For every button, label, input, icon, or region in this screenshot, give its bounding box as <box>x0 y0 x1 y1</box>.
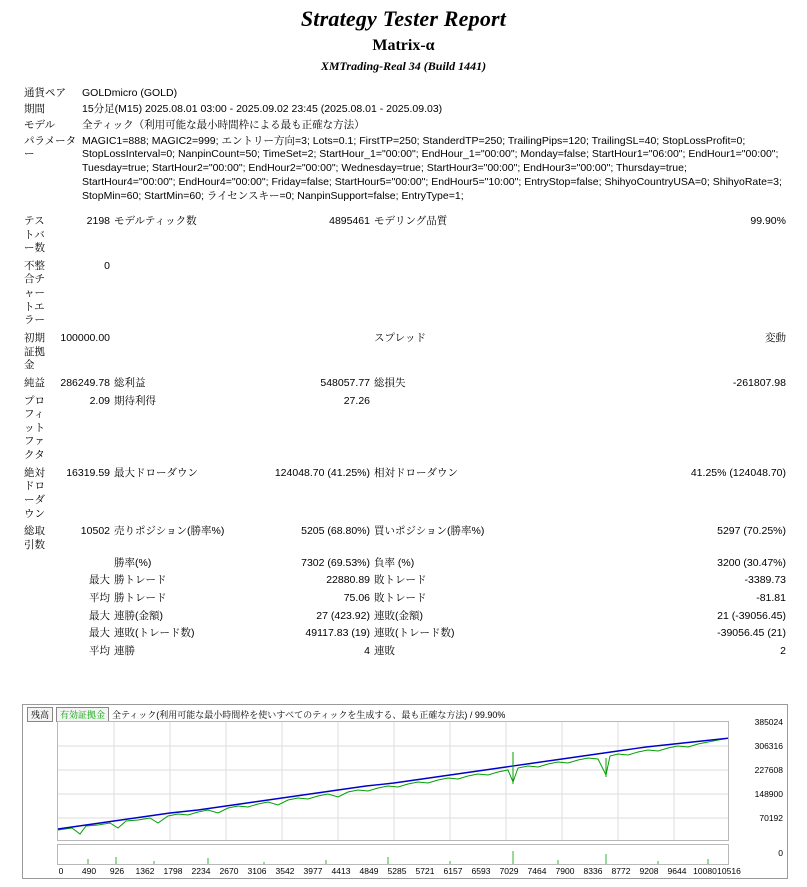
stats-row-testbars <box>22 213 788 258</box>
gross-loss-label: 総損失 <box>374 376 406 389</box>
info-row-period <box>22 102 788 118</box>
net-profit-value: 286249.78 <box>60 376 110 389</box>
empty-cell <box>22 590 52 608</box>
model-ticks-value: 4895461 <box>329 214 370 227</box>
x-tick: 3977 <box>303 866 323 876</box>
info-row-parameters <box>22 134 788 205</box>
max-consecutive-loss-value: -39056.45 (21) <box>717 627 786 640</box>
chart-plot-area <box>57 721 729 841</box>
stats-row-winrate <box>22 555 788 573</box>
modeling-quality-label: モデリング品質 <box>374 214 448 227</box>
x-tick: 7464 <box>527 866 547 876</box>
x-tick: 7029 <box>499 866 519 876</box>
stats-row-average <box>22 590 788 608</box>
long-positions-value: 5297 (70.25%) <box>717 525 786 538</box>
equity-chart <box>22 704 788 879</box>
short-positions-label: 売りポジション(勝率%) <box>114 525 225 538</box>
model-label: モデル <box>24 118 55 131</box>
model-value: 全ティック（利用可能な最小時間枠による最も正確な方法） <box>82 118 365 131</box>
average-loss-trade-value: -81.81 <box>756 591 786 604</box>
short-positions-value: 5205 (68.80%) <box>301 525 370 538</box>
max-consecutive-profit-label: 連敗(トレード数) <box>114 627 195 640</box>
empty-cell <box>112 330 252 375</box>
report-stats-table <box>22 213 788 661</box>
parameters-line: StopLossInterval=0; NanpinCount=50; TimeSet=2; StartHour_1="00:00"; EndHour_1="00:00"; Monday=false; StartHour1="06:00"; EndHour1="00:00"; <box>82 148 779 161</box>
chart-x-axis <box>57 866 741 879</box>
symbol-value: GOLDmicro (GOLD) <box>82 87 178 99</box>
parameters-line: StopMin=60; StartMin=60; ライセンスキー=0; NanpinSupport=false; EntryType=1; <box>82 190 464 203</box>
period-label: 期間 <box>24 102 45 115</box>
x-tick: 3106 <box>247 866 267 876</box>
x-tick: 6157 <box>443 866 463 876</box>
average-consecutive-wins-label: 連勝 <box>114 644 135 657</box>
average-consecutive-losses-value: 2 <box>780 644 786 657</box>
report-header <box>0 0 807 74</box>
average-label-2: 平均 <box>89 644 110 657</box>
max-label-2: 最大 <box>89 627 110 640</box>
relative-drawdown-value: 41.25% (124048.70) <box>690 466 786 479</box>
y-tick: 70192 <box>759 813 783 823</box>
stats-row-deposit <box>22 330 788 375</box>
legend-note: 全ティック(利用可能な最小時間枠を使いすべてのティックを生成する、最も正確な方法) / 99.90% <box>112 710 506 720</box>
empty-cell <box>252 258 372 330</box>
max-label: 最大 <box>89 609 110 622</box>
profit-trades-value: 7302 (69.53%) <box>301 556 370 569</box>
max-consecutive-losses-label: 連敗(金額) <box>374 609 423 622</box>
symbol-label: 通貨ペア <box>24 87 66 99</box>
expected-payoff-label: 期待利得 <box>114 394 156 407</box>
x-tick: 0 <box>58 866 64 876</box>
loss-trades-value: 3200 (30.47%) <box>717 556 786 569</box>
largest-loss-trade-value: -3389.73 <box>744 574 786 587</box>
stats-row-total-trades <box>22 523 788 554</box>
parameters-value <box>80 134 788 205</box>
chart-y-axis <box>727 717 785 841</box>
x-tick: 926 <box>109 866 125 876</box>
absolute-drawdown-label: 絶対ドローダウン <box>24 466 45 520</box>
long-positions-label: 買いポジション(勝率%) <box>374 525 485 538</box>
test-bars-value: 2198 <box>86 214 110 227</box>
profit-factor-value: 2.09 <box>89 394 110 407</box>
max-consecutive-wins-value: 27 (423.92) <box>316 609 370 622</box>
subchart-y-tick: 0 <box>778 848 783 858</box>
initial-deposit-value: 100000.00 <box>60 332 110 344</box>
y-tick: 148900 <box>754 789 783 799</box>
info-row-symbol <box>22 86 788 102</box>
net-profit-label: 純益 <box>24 376 45 389</box>
chart-legend <box>23 705 787 720</box>
parameters-line: Tuesday=true; StartHour2="00:00"; EndHour2="00:00"; Wednesday=true; StartHour3="00:00"; EndHour3="00:00"; Thursday=true; <box>82 162 687 175</box>
gross-profit-value: 548057.77 <box>320 376 370 389</box>
max-consecutive-profit-value: 49117.83 (19) <box>305 627 370 640</box>
empty-cell <box>542 258 788 330</box>
report-info-table <box>22 86 788 205</box>
average-profit-trade-value: 75.06 <box>343 591 370 604</box>
y-tick: 227608 <box>754 765 783 775</box>
max-consecutive-wins-label: 連勝(金額) <box>114 609 163 622</box>
legend-equity[interactable]: 有効証拠金 <box>56 707 109 722</box>
test-bars-label: テストバー数 <box>24 214 45 255</box>
parameters-line: StartHour4="00:00"; EndHour4="00:00"; Friday=false; StartHour5="00:00"; EndHour5="10:00"; EntryStop=false; ShihyoCountryUSA=0; ShihyoRate=3; <box>82 176 782 189</box>
x-tick: 3542 <box>275 866 295 876</box>
stats-row-profitfactor <box>22 393 788 465</box>
total-trades-label: 総取引数 <box>24 525 45 551</box>
y-tick: 306316 <box>754 741 783 751</box>
legend-balance[interactable]: 残高 <box>27 707 53 722</box>
info-row-model <box>22 118 788 134</box>
average-loss-trade-label: 敗トレード <box>374 591 427 604</box>
x-tick: 10516 <box>717 866 741 876</box>
empty-cell <box>22 572 52 590</box>
x-tick: 6593 <box>471 866 491 876</box>
stats-row-consecutive-amount <box>22 608 788 626</box>
largest-profit-trade-value: 22880.89 <box>326 574 370 587</box>
empty-cell <box>22 625 52 643</box>
x-tick: 5721 <box>415 866 435 876</box>
x-tick: 8336 <box>583 866 603 876</box>
average-profit-trade-label: 勝トレード <box>114 591 167 604</box>
chart-svg <box>58 722 729 841</box>
stats-row-mismatch <box>22 258 788 330</box>
profit-trades-label: 勝率(%) <box>114 556 152 569</box>
x-tick: 2234 <box>191 866 211 876</box>
largest-profit-trade-label: 勝トレード <box>114 574 167 587</box>
modeling-quality-value: 99.90% <box>750 214 786 227</box>
mismatched-errors-label: 不整合チャートエラー <box>24 259 45 327</box>
x-tick: 7900 <box>555 866 575 876</box>
relative-drawdown-label: 相対ドローダウン <box>374 466 458 479</box>
empty-cell <box>372 258 542 330</box>
x-tick: 9644 <box>667 866 687 876</box>
average-consecutive-wins-value: 4 <box>364 644 370 657</box>
parameters-label: パラメーター <box>24 134 77 161</box>
stats-row-largest <box>22 572 788 590</box>
max-drawdown-value: 124048.70 (41.25%) <box>274 466 370 479</box>
page-title: Strategy Tester Report <box>300 6 507 31</box>
x-tick: 4413 <box>331 866 351 876</box>
absolute-drawdown-value: 16319.59 <box>66 466 110 479</box>
empty-cell <box>22 555 52 573</box>
model-ticks-label: モデルティック数 <box>114 214 197 227</box>
mismatched-errors-value: 0 <box>104 259 110 272</box>
stats-row-drawdown <box>22 465 788 524</box>
average-consecutive-losses-label: 連敗 <box>374 644 395 657</box>
volume-svg <box>58 845 729 865</box>
empty-cell <box>112 258 252 330</box>
loss-trades-label: 負率 (%) <box>374 556 415 569</box>
max-consecutive-loss-label: 連敗(トレード数) <box>374 627 455 640</box>
x-tick: 5285 <box>387 866 407 876</box>
stats-row-netprofit <box>22 375 788 393</box>
empty-cell <box>52 555 112 573</box>
expected-payoff-value: 27.26 <box>343 394 370 407</box>
empty-cell <box>252 330 372 375</box>
strategy-name: Matrix-α <box>372 37 435 54</box>
x-tick: 490 <box>81 866 97 876</box>
gross-loss-value: -261807.98 <box>732 376 786 389</box>
spread-value: 変動 <box>765 332 786 344</box>
x-tick: 4849 <box>359 866 379 876</box>
empty-cell <box>22 608 52 626</box>
profit-factor-label: プロフィットファクタ <box>24 394 45 462</box>
broker-build: XMTrading-Real 34 (Build 1441) <box>320 59 487 73</box>
volume-plot-area <box>57 844 729 865</box>
period-value: 15分足(M15) 2025.08.01 03:00 - 2025.09.02 23:45 (2025.08.01 - 2025.09.03) <box>82 102 443 115</box>
x-tick: 2670 <box>219 866 239 876</box>
spread-label: スプレッド <box>374 332 426 344</box>
stats-row-consecutive-count <box>22 625 788 643</box>
gross-profit-label: 総利益 <box>114 376 146 389</box>
empty-cell <box>372 393 542 465</box>
total-trades-value: 10502 <box>80 525 110 538</box>
largest-loss-trade-label: 敗トレード <box>374 574 427 587</box>
x-tick: 1798 <box>163 866 183 876</box>
average-label: 平均 <box>89 591 110 604</box>
empty-cell <box>22 643 52 661</box>
max-consecutive-losses-value: 21 (-39056.45) <box>717 609 786 622</box>
x-tick: 10080 <box>693 866 717 876</box>
initial-deposit-label: 初期証拠金 <box>24 332 45 372</box>
empty-cell <box>542 393 788 465</box>
y-tick: 385024 <box>754 717 783 727</box>
x-tick: 8772 <box>611 866 631 876</box>
parameters-line: MAGIC1=888; MAGIC2=999; エントリー方向=3; Lots=0.1; FirstTP=250; StanderdTP=250; TrailingPips=120; TrailingSL=40; StopLossProfit=0; <box>82 134 746 147</box>
max-drawdown-label: 最大ドローダウン <box>114 466 198 479</box>
largest-label: 最大 <box>89 574 110 587</box>
stats-row-average-consecutive <box>22 643 788 661</box>
x-tick: 9208 <box>639 866 659 876</box>
x-tick: 1362 <box>135 866 155 876</box>
